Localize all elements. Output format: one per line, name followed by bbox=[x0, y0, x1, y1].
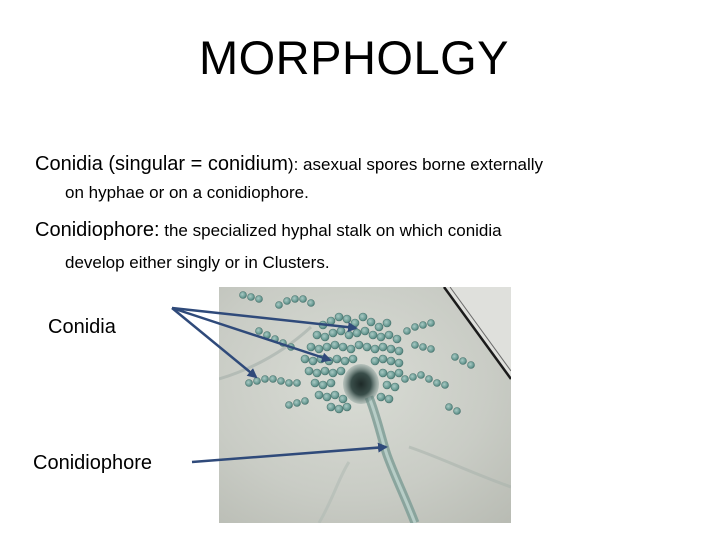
bullet-term: Conidia (singular = conidium bbox=[35, 153, 288, 175]
micrograph-image bbox=[219, 287, 511, 523]
label-conidia: Conidia bbox=[48, 316, 116, 338]
bullet-conidiophore-definition bbox=[35, 218, 705, 275]
label-conidiophore: Conidiophore bbox=[33, 452, 152, 474]
bullet-text: ): asexual spores borne externally bbox=[287, 155, 544, 174]
page-title: MORPHOLGY bbox=[198, 31, 510, 84]
bullet-continuation: develop either singly or in Clusters. bbox=[65, 253, 330, 272]
bullet-conidia-definition bbox=[35, 152, 705, 205]
bullet-continuation: on hyphae or on a conidiophore. bbox=[65, 183, 309, 202]
bullet-term: Conidiophore: bbox=[35, 219, 160, 241]
bullet-text: the specialized hyphal stalk on which conidia bbox=[159, 221, 502, 240]
